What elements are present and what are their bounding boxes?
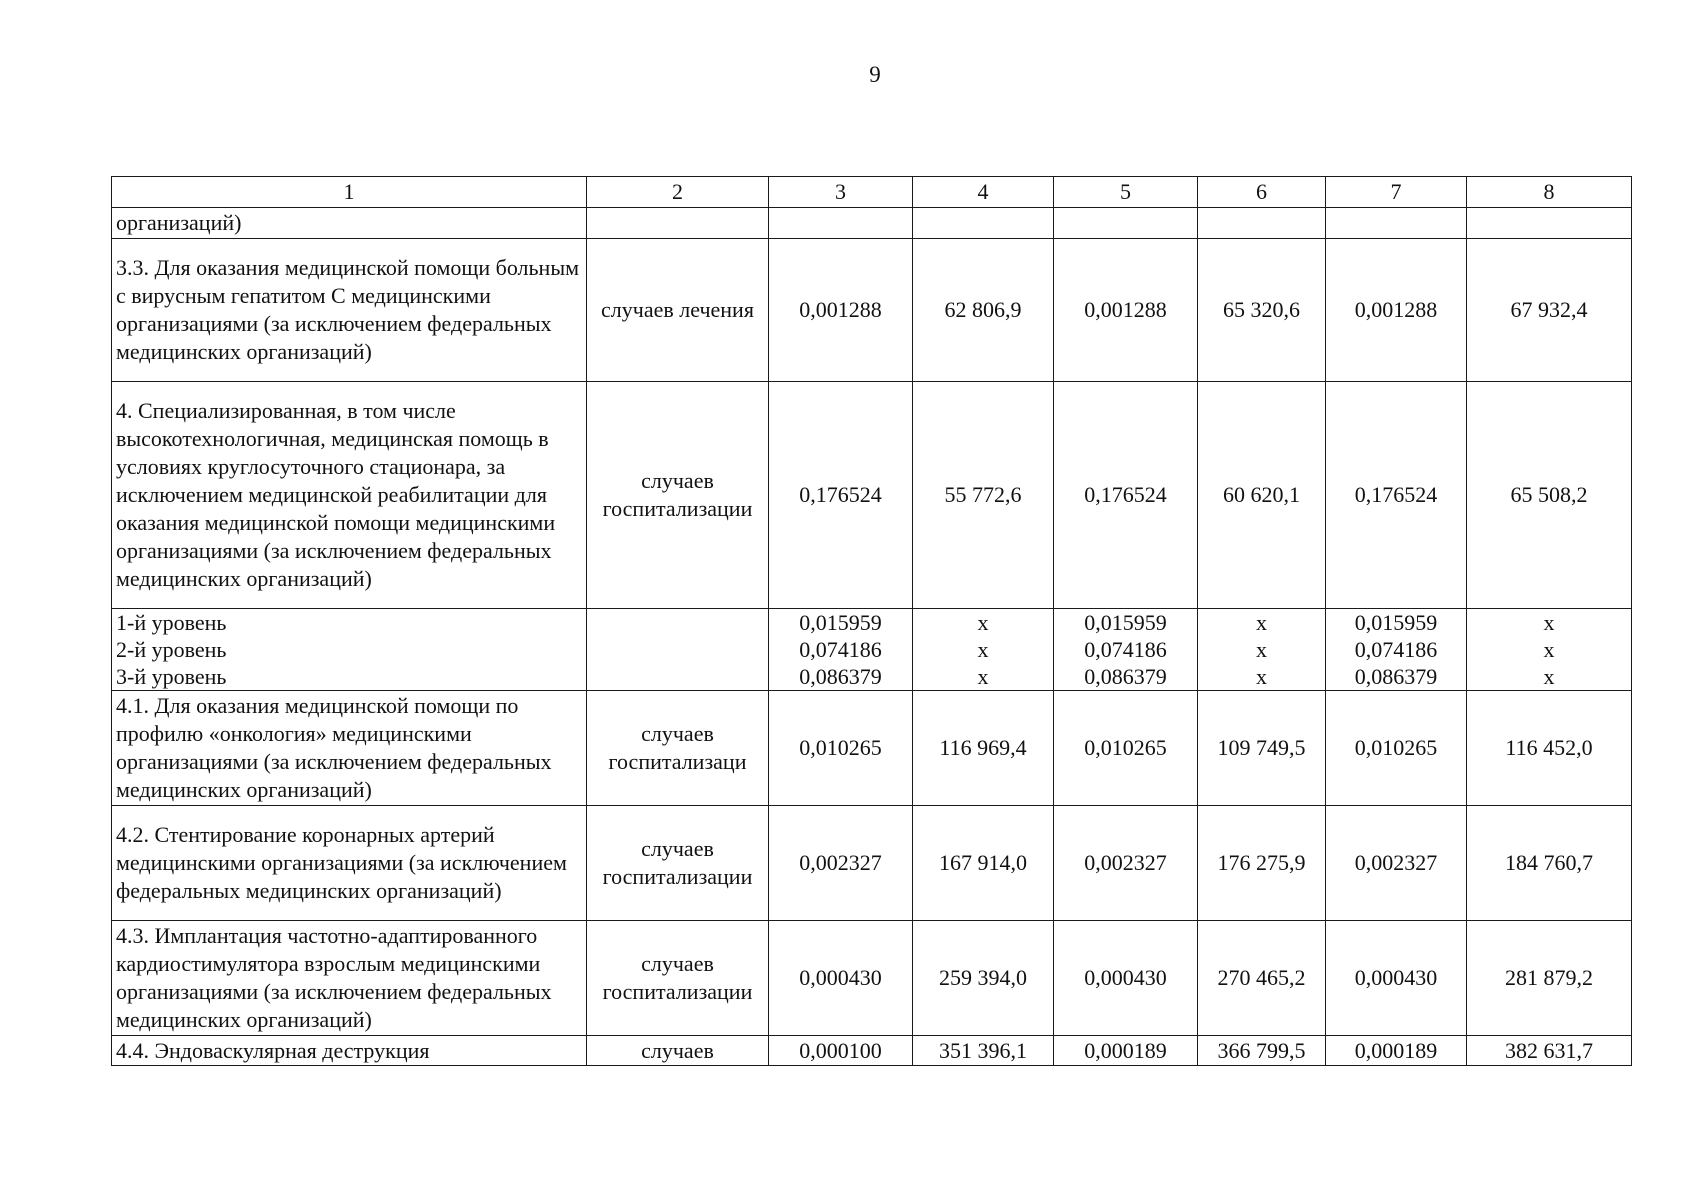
level-label: 3-й уровень	[116, 664, 227, 689]
row-name: 4.1. Для оказания медицинской помощи по профилю «онкология» медицинскими организациями (за исключением федеральных медицинских организаций)	[112, 691, 587, 806]
cell-value: 0,000189	[1326, 1036, 1467, 1066]
table-row	[112, 691, 1632, 806]
header-row	[112, 177, 1632, 208]
col-header: 6	[1198, 177, 1326, 208]
col-header: 8	[1467, 177, 1632, 208]
cell-value: 60 620,1	[1198, 382, 1326, 609]
cell-value: 0,015959	[1354, 610, 1438, 635]
row-name: 4.3. Имплантация частотно-адаптированного кардиостимулятора взрослым медицинскими организациями (за исключением федеральных медицинских организаций)	[112, 921, 587, 1036]
cell-value: 0,002327	[1054, 806, 1198, 921]
row-unit: случаев госпитализации	[587, 806, 769, 921]
cell-value: 0,000430	[769, 921, 913, 1036]
data-table	[111, 176, 1632, 1066]
level-values	[769, 609, 913, 691]
cell-value: x	[977, 610, 989, 635]
cell-value: 116 969,4	[913, 691, 1054, 806]
cell-value: 0,000430	[1326, 921, 1467, 1036]
cell-value: 0,176524	[769, 382, 913, 609]
table-row	[112, 382, 1632, 609]
cell-value: 366 799,5	[1198, 1036, 1326, 1066]
table-row	[112, 806, 1632, 921]
cell-value: x	[977, 637, 989, 662]
level-values	[1054, 609, 1198, 691]
col-header: 2	[587, 177, 769, 208]
cell-value: 62 806,9	[913, 239, 1054, 382]
cell-value: 176 275,9	[1198, 806, 1326, 921]
cell-value: x	[1256, 610, 1267, 635]
cell-value: 0,015959	[1084, 610, 1167, 635]
cell-value: 0,074186	[1084, 637, 1167, 662]
col-header: 7	[1326, 177, 1467, 208]
table-row	[112, 921, 1632, 1036]
cell-value: 382 631,7	[1467, 1036, 1632, 1066]
cell-value: 0,002327	[1326, 806, 1467, 921]
cell-value: 259 394,0	[913, 921, 1054, 1036]
cell-value: 55 772,6	[913, 382, 1054, 609]
continuation-row	[112, 208, 1632, 239]
row-unit: случаев госпитализации	[587, 921, 769, 1036]
cell-value: 0,086379	[1354, 664, 1438, 689]
cell-value: 281 879,2	[1467, 921, 1632, 1036]
col-header: 3	[769, 177, 913, 208]
cell-value: 0,010265	[769, 691, 913, 806]
cell-value: 0,010265	[1054, 691, 1198, 806]
cell-value: x	[1256, 637, 1267, 662]
cell-value: 109 749,5	[1198, 691, 1326, 806]
cell-value: x	[977, 664, 989, 689]
cell-value: 0,000430	[1054, 921, 1198, 1036]
cell-value: 116 452,0	[1467, 691, 1632, 806]
col-header: 5	[1054, 177, 1198, 208]
cell-value: 0,074186	[1354, 637, 1438, 662]
col-header: 1	[112, 177, 587, 208]
cell-value: 167 914,0	[913, 806, 1054, 921]
level-values	[913, 609, 1054, 691]
level-labels	[112, 609, 587, 691]
row-name: 4.4. Эндоваскулярная деструкция	[112, 1036, 587, 1066]
cell-value: 65 320,6	[1198, 239, 1326, 382]
cell-value: 0,086379	[799, 664, 882, 689]
row-name: 4. Специализированная, в том числе высокотехнологичная, медицинская помощь в условиях круглосуточного стационара, за исключением медицинской реабилитации для оказания медицинской помощи медицинскими организациями (за исключением федеральных медицинских организаций)	[112, 382, 587, 609]
cell-value: 0,000189	[1054, 1036, 1198, 1066]
cell-value: 67 932,4	[1467, 239, 1632, 382]
row-unit: случаев госпитализаци	[587, 691, 769, 806]
row-name: организаций)	[112, 208, 587, 239]
cell-value: 0,002327	[769, 806, 913, 921]
cell-value: 351 396,1	[913, 1036, 1054, 1066]
page-number: 9	[869, 62, 881, 87]
cell-value: 270 465,2	[1198, 921, 1326, 1036]
table-row	[112, 239, 1632, 382]
cell-value: 0,000100	[769, 1036, 913, 1066]
cell-value: 0,176524	[1326, 382, 1467, 609]
table-row	[112, 1036, 1632, 1066]
row-unit: случаев лечения	[587, 239, 769, 382]
cell-value: 0,001288	[1054, 239, 1198, 382]
level-label: 2-й уровень	[116, 637, 227, 662]
level-values	[1326, 609, 1467, 691]
row-name: 3.3. Для оказания медицинской помощи больным с вирусным гепатитом С медицинскими организациями (за исключением федеральных медицинских организаций)	[112, 239, 587, 382]
row-name: 4.2. Стентирование коронарных артерий медицинскими организациями (за исключением федеральных медицинских организаций)	[112, 806, 587, 921]
level-label: 1-й уровень	[116, 610, 227, 635]
cell-value: 65 508,2	[1467, 382, 1632, 609]
cell-value: 0,086379	[1084, 664, 1167, 689]
cell-value: 0,176524	[1054, 382, 1198, 609]
cell-value: 0,074186	[799, 637, 882, 662]
cell-value: x	[1256, 664, 1267, 689]
cell-value: 0,010265	[1326, 691, 1467, 806]
levels-row	[112, 609, 1632, 691]
cell-value: x	[1543, 664, 1555, 689]
cell-value: 0,001288	[769, 239, 913, 382]
level-values	[1198, 609, 1326, 691]
row-unit: случаев	[587, 1036, 769, 1066]
level-values	[1467, 609, 1632, 691]
col-header: 4	[913, 177, 1054, 208]
cell-value: 0,001288	[1326, 239, 1467, 382]
cell-value: x	[1543, 637, 1555, 662]
cell-value: 184 760,7	[1467, 806, 1632, 921]
row-unit: случаев госпитализации	[587, 382, 769, 609]
cell-value: 0,015959	[799, 610, 882, 635]
cell-value: x	[1543, 610, 1555, 635]
